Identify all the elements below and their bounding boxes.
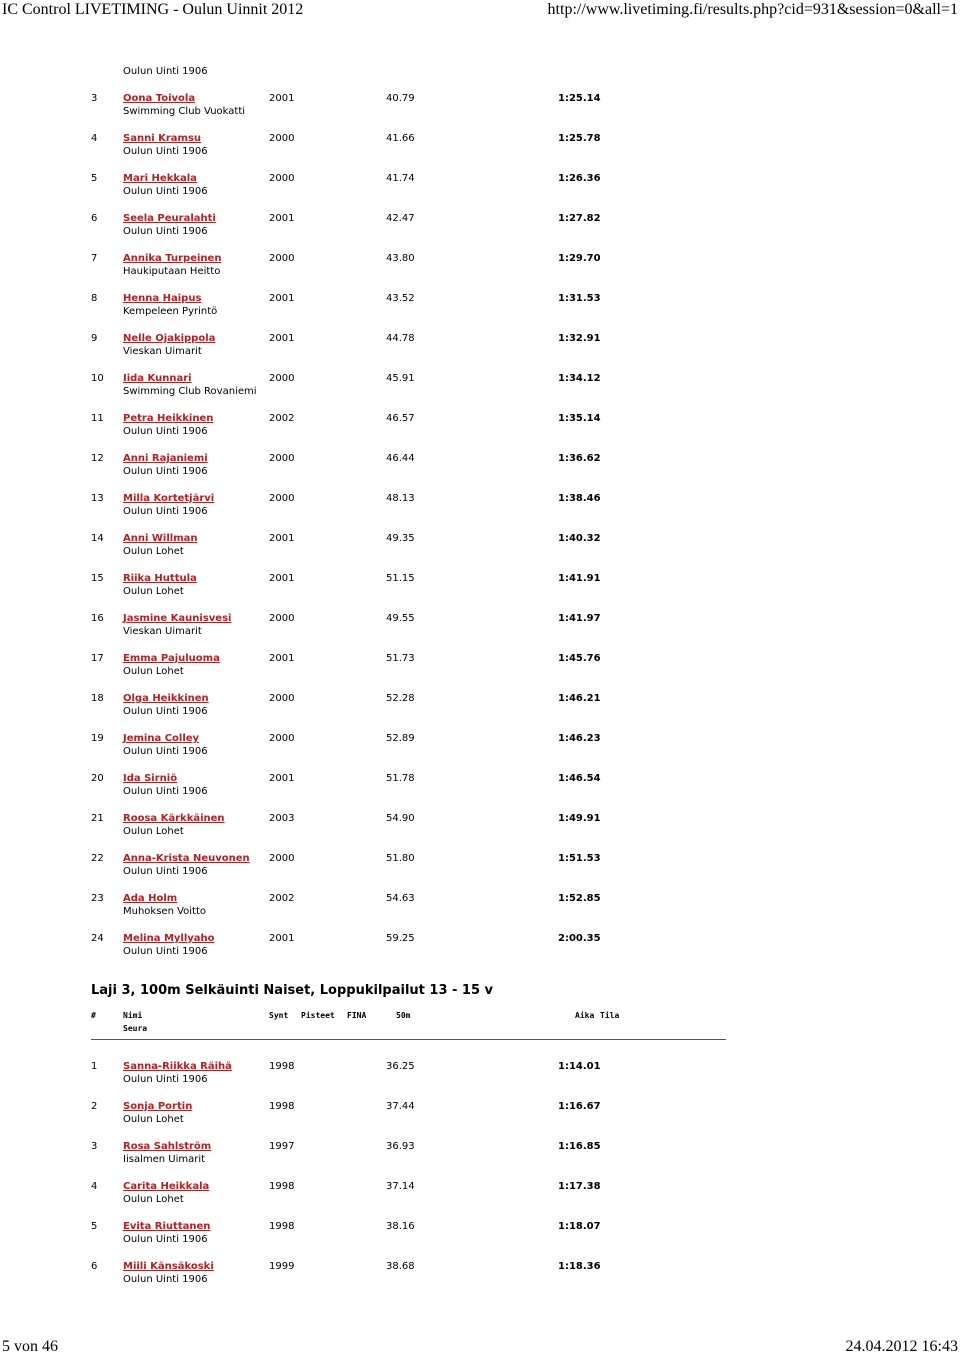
result-row <box>0 573 960 601</box>
final-time-cell: 1:41.91 <box>558 573 601 584</box>
final-time-cell: 1:38.46 <box>558 493 601 504</box>
birth-year-cell: 2001 <box>269 333 295 344</box>
swimmer-link[interactable]: Rosa Sahlström <box>123 1141 212 1152</box>
place-cell: 17 <box>91 653 104 664</box>
place-cell: 4 <box>91 133 98 144</box>
club-cell: Oulun Uinti 1906 <box>123 146 208 157</box>
swimmer-link[interactable]: Melina Myllyaho <box>123 933 215 944</box>
club-cell: Oulun Lohet <box>123 666 184 677</box>
result-row <box>0 893 960 921</box>
final-time-cell: 1:32.91 <box>558 333 601 344</box>
place-cell: 1 <box>91 1061 98 1072</box>
split-cell: 38.16 <box>386 1221 415 1232</box>
club-cell: Oulun Uinti 1906 <box>123 1234 208 1245</box>
swimmer-link[interactable]: Jemina Colley <box>123 733 200 744</box>
final-time-cell: 1:52.85 <box>558 893 601 904</box>
split-cell: 41.66 <box>386 133 415 144</box>
final-time-cell: 1:18.07 <box>558 1221 601 1232</box>
birth-year-cell: 2001 <box>269 933 295 944</box>
place-cell: 7 <box>91 253 98 264</box>
place-cell: 8 <box>91 293 98 304</box>
birth-year-cell: 1998 <box>269 1221 295 1232</box>
result-row <box>0 253 960 281</box>
final-time-cell: 1:29.70 <box>558 253 601 264</box>
final-time-cell: 1:26.36 <box>558 173 601 184</box>
birth-year-cell: 1998 <box>269 1101 295 1112</box>
swimmer-link[interactable]: Riika Huttula <box>123 573 197 584</box>
result-row <box>0 733 960 761</box>
header-split: 50m <box>396 1011 411 1020</box>
result-row <box>0 373 960 401</box>
club-cell: Oulun Lohet <box>123 1194 184 1205</box>
birth-year-cell: 2000 <box>269 453 295 464</box>
result-row <box>0 293 960 321</box>
place-cell: 5 <box>91 1221 98 1232</box>
final-time-cell: 1:25.14 <box>558 93 601 104</box>
birth-year-cell: 2001 <box>269 93 295 104</box>
swimmer-link[interactable]: Sanni Kramsu <box>123 133 202 144</box>
result-row <box>0 1261 960 1289</box>
page-number: 5 von 46 <box>2 1338 58 1355</box>
split-cell: 49.55 <box>386 613 415 624</box>
swimmer-link[interactable]: Seela Peuralahti <box>123 213 216 224</box>
club-cell: Oulun Uinti 1906 <box>123 506 208 517</box>
swimmer-link[interactable]: Mari Hekkala <box>123 173 197 184</box>
split-cell: 37.44 <box>386 1101 415 1112</box>
club-cell: Oulun Uinti 1906 <box>123 426 208 437</box>
swimmer-link[interactable]: Anni Willman <box>123 533 198 544</box>
place-cell: 15 <box>91 573 104 584</box>
birth-year-cell: 2002 <box>269 893 295 904</box>
print-header <box>0 0 960 24</box>
split-cell: 38.68 <box>386 1261 415 1272</box>
final-time-cell: 1:34.12 <box>558 373 601 384</box>
place-cell: 9 <box>91 333 98 344</box>
split-cell: 44.78 <box>386 333 415 344</box>
place-cell: 6 <box>91 1261 98 1272</box>
result-row <box>0 453 960 481</box>
header-time: Aika <box>575 1011 595 1020</box>
split-cell: 52.28 <box>386 693 415 704</box>
club-cell: Haukiputaan Heitto <box>123 266 221 277</box>
place-cell: 5 <box>91 173 98 184</box>
final-time-cell: 1:46.23 <box>558 733 601 744</box>
place-cell: 20 <box>91 773 104 784</box>
club-cell: Oulun Uinti 1906 <box>123 1274 208 1285</box>
final-time-cell: 1:14.01 <box>558 1061 601 1072</box>
place-cell: 6 <box>91 213 98 224</box>
split-cell: 37.14 <box>386 1181 415 1192</box>
final-time-cell: 1:31.53 <box>558 293 601 304</box>
result-row <box>0 333 960 361</box>
club-cell: Oulun Uinti 1906 <box>123 186 208 197</box>
swimmer-link[interactable]: Emma Pajuluoma <box>123 653 220 664</box>
result-row <box>0 533 960 561</box>
split-cell: 49.35 <box>386 533 415 544</box>
final-time-cell: 1:16.85 <box>558 1141 601 1152</box>
result-row <box>0 1141 960 1169</box>
swimmer-link[interactable]: Carita Heikkala <box>123 1181 210 1192</box>
result-row <box>0 173 960 201</box>
birth-year-cell: 2001 <box>269 573 295 584</box>
result-row <box>0 1181 960 1209</box>
swimmer-link[interactable]: Evita Riuttanen <box>123 1221 211 1232</box>
header-club: Seura <box>123 1024 148 1033</box>
club-cell: Oulun Lohet <box>123 1114 184 1125</box>
final-time-cell: 1:45.76 <box>558 653 601 664</box>
birth-year-cell: 2000 <box>269 173 295 184</box>
split-cell: 51.78 <box>386 773 415 784</box>
final-time-cell: 1:17.38 <box>558 1181 601 1192</box>
club-cell: Oulun Uinti 1906 <box>123 706 208 717</box>
birth-year-cell: 2000 <box>269 253 295 264</box>
final-time-cell: 2:00.35 <box>558 933 601 944</box>
birth-year-cell: 2001 <box>269 533 295 544</box>
club-cell: Iisalmen Uimarit <box>123 1154 206 1165</box>
birth-year-cell: 2000 <box>269 613 295 624</box>
final-time-cell: 1:46.21 <box>558 693 601 704</box>
final-time-cell: 1:49.91 <box>558 813 601 824</box>
final-time-cell: 1:36.62 <box>558 453 601 464</box>
result-row <box>0 693 960 721</box>
birth-year-cell: 2001 <box>269 213 295 224</box>
birth-year-cell: 2000 <box>269 373 295 384</box>
split-cell: 54.63 <box>386 893 415 904</box>
print-footer <box>0 1338 960 1358</box>
page-url: http://www.livetiming.fi/results.php?cid=931&session=0&all=1 <box>547 1 958 18</box>
club-cell: Oulun Lohet <box>123 546 184 557</box>
split-cell: 51.73 <box>386 653 415 664</box>
place-cell: 11 <box>91 413 104 424</box>
split-cell: 51.15 <box>386 573 415 584</box>
final-time-cell: 1:51.53 <box>558 853 601 864</box>
birth-year-cell: 2000 <box>269 133 295 144</box>
result-row <box>0 1221 960 1249</box>
place-cell: 10 <box>91 373 104 384</box>
split-cell: 36.25 <box>386 1061 415 1072</box>
result-row <box>0 813 960 841</box>
header-name: Nimi <box>123 1011 143 1020</box>
place-cell: 21 <box>91 813 104 824</box>
place-cell: 3 <box>91 93 98 104</box>
header-points: Pisteet <box>301 1011 335 1020</box>
result-row <box>0 933 960 961</box>
result-row <box>0 1061 960 1089</box>
final-time-cell: 1:35.14 <box>558 413 601 424</box>
birth-year-cell: 1999 <box>269 1261 295 1272</box>
result-row <box>0 613 960 641</box>
result-row <box>0 493 960 521</box>
split-cell: 52.89 <box>386 733 415 744</box>
place-cell: 12 <box>91 453 104 464</box>
header-rule <box>91 1039 726 1040</box>
split-cell: 45.91 <box>386 373 415 384</box>
birth-year-cell: 2001 <box>269 293 295 304</box>
result-row <box>0 653 960 681</box>
swimmer-link[interactable]: Ida Sirniö <box>123 773 178 784</box>
club-cell: Swimming Club Vuokatti <box>123 106 246 117</box>
swimmer-link[interactable]: Petra Heikkinen <box>123 413 214 424</box>
place-cell: 18 <box>91 693 104 704</box>
swimmer-link[interactable]: Roosa Kärkkäinen <box>123 813 225 824</box>
place-cell: 2 <box>91 1101 98 1112</box>
birth-year-cell: 1997 <box>269 1141 295 1152</box>
final-time-cell: 1:18.36 <box>558 1261 601 1272</box>
print-datetime: 24.04.2012 16:43 <box>845 1338 958 1355</box>
swimmer-link[interactable]: Anni Rajaniemi <box>123 453 208 464</box>
birth-year-cell: 2002 <box>269 413 295 424</box>
swimmer-link[interactable]: Henna Haipus <box>123 293 202 304</box>
birth-year-cell: 2001 <box>269 773 295 784</box>
birth-year-cell: 2000 <box>269 693 295 704</box>
swimmer-link[interactable]: Olga Heikkinen <box>123 693 209 704</box>
swimmer-link[interactable]: Jasmine Kaunisvesi <box>123 613 232 624</box>
swimmer-link[interactable]: Annika Turpeinen <box>123 253 222 264</box>
split-cell: 42.47 <box>386 213 415 224</box>
split-cell: 40.79 <box>386 93 415 104</box>
birth-year-cell: 2000 <box>269 853 295 864</box>
split-cell: 36.93 <box>386 1141 415 1152</box>
club-cell: Vieskan Uimarit <box>123 626 202 637</box>
final-time-cell: 1:41.97 <box>558 613 601 624</box>
club-cell: Oulun Lohet <box>123 826 184 837</box>
club-cell: Muhoksen Voitto <box>123 906 207 917</box>
swimmer-link[interactable]: Ada Holm <box>123 893 178 904</box>
club-cell: Oulun Uinti 1906 <box>123 866 208 877</box>
birth-year-cell: 2000 <box>269 733 295 744</box>
header-year: Synt <box>269 1011 289 1020</box>
result-row <box>0 773 960 801</box>
place-cell: 24 <box>91 933 104 944</box>
result-row <box>0 1101 960 1129</box>
swimmer-link[interactable]: Miili Känsäkoski <box>123 1261 214 1272</box>
split-cell: 46.44 <box>386 453 415 464</box>
final-time-cell: 1:25.78 <box>558 133 601 144</box>
split-cell: 43.52 <box>386 293 415 304</box>
swimmer-link[interactable]: Nelle Ojakippola <box>123 333 216 344</box>
place-cell: 13 <box>91 493 104 504</box>
header-place: # <box>91 1011 96 1020</box>
birth-year-cell: 1998 <box>269 1061 295 1072</box>
final-time-cell: 1:16.67 <box>558 1101 601 1112</box>
result-row <box>0 853 960 881</box>
place-cell: 14 <box>91 533 104 544</box>
split-cell: 51.80 <box>386 853 415 864</box>
club-cell: Oulun Uinti 1906 <box>123 946 208 957</box>
header-fina: FINA <box>347 1011 367 1020</box>
event-title: Laji 3, 100m Selkäuinti Naiset, Loppukilpailut 13 - 15 v <box>91 983 494 998</box>
result-row <box>0 93 960 121</box>
swimmer-link[interactable]: Anna-Krista Neuvonen <box>123 853 250 864</box>
swimmer-link[interactable]: Milla Kortetjärvi <box>123 493 215 504</box>
birth-year-cell: 1998 <box>269 1181 295 1192</box>
swimmer-link[interactable]: Iida Kunnari <box>123 373 192 384</box>
club-cell: Kempeleen Pyrintö <box>123 306 218 317</box>
result-row <box>0 213 960 241</box>
birth-year-cell: 2000 <box>269 493 295 504</box>
place-cell: 22 <box>91 853 104 864</box>
page-title: IC Control LIVETIMING - Oulun Uinnit 2012 <box>2 1 304 18</box>
split-cell: 54.90 <box>386 813 415 824</box>
place-cell: 4 <box>91 1181 98 1192</box>
club-cell: Oulun Uinti 1906 <box>123 746 208 757</box>
final-time-cell: 1:40.32 <box>558 533 601 544</box>
club-cell: Oulun Uinti 1906 <box>123 786 208 797</box>
club-cell: Oulun Uinti 1906 <box>123 466 208 477</box>
split-cell: 41.74 <box>386 173 415 184</box>
swimmer-link[interactable]: Sonja Portin <box>123 1101 193 1112</box>
place-cell: 23 <box>91 893 104 904</box>
header-status: Tila <box>600 1011 620 1020</box>
result-row <box>0 413 960 441</box>
final-time-cell: 1:27.82 <box>558 213 601 224</box>
birth-year-cell: 2003 <box>269 813 295 824</box>
club-cell: Oulun Lohet <box>123 586 184 597</box>
place-cell: 19 <box>91 733 104 744</box>
club-cell: Vieskan Uimarit <box>123 346 202 357</box>
place-cell: 3 <box>91 1141 98 1152</box>
split-cell: 43.80 <box>386 253 415 264</box>
club-cell: Swimming Club Rovaniemi <box>123 386 257 397</box>
swimmer-link[interactable]: Sanna-Riikka Räihä <box>123 1061 232 1072</box>
result-row <box>0 133 960 161</box>
swimmer-link[interactable]: Oona Toivola <box>123 93 196 104</box>
split-cell: 48.13 <box>386 493 415 504</box>
club-cell: Oulun Uinti 1906 <box>123 1074 208 1085</box>
birth-year-cell: 2001 <box>269 653 295 664</box>
final-time-cell: 1:46.54 <box>558 773 601 784</box>
split-cell: 46.57 <box>386 413 415 424</box>
split-cell: 59.25 <box>386 933 415 944</box>
place-cell: 16 <box>91 613 104 624</box>
previous-row-club: Oulun Uinti 1906 <box>123 66 208 77</box>
club-cell: Oulun Uinti 1906 <box>123 226 208 237</box>
